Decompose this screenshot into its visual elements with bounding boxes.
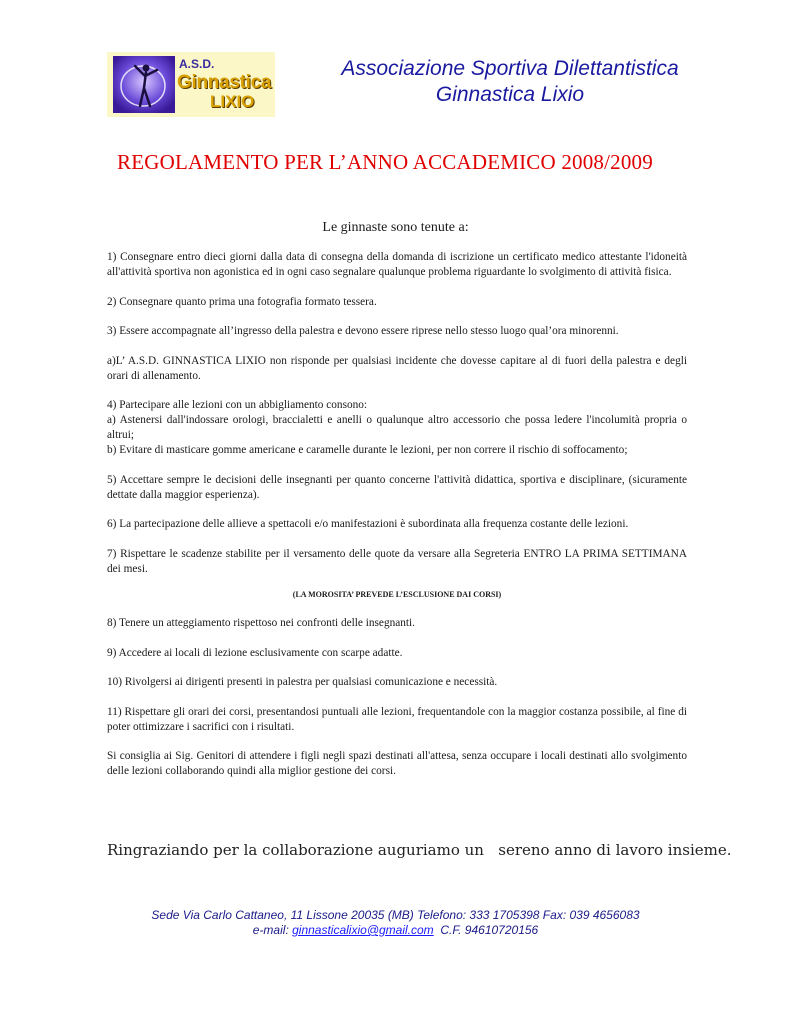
footer	[0, 908, 791, 938]
rule-2: 2) Consegnare quanto prima una fotografia formato tessera.	[107, 295, 377, 308]
rule-6: 6) La partecipazione delle allieve a spettacoli e/o manifestazioni è subordinata alla frequenza costante delle lezioni.	[107, 518, 629, 530]
footer-address: Sede Via Carlo Cattaneo, 11 Lissone 20035 (MB) Telefono: 333 1705398 Fax: 039 4656083	[151, 908, 640, 922]
logo-ginnastica-text: Ginnastica	[177, 72, 272, 93]
rule-7: 7) Rispettare le scadenze stabilite per il versamento delle quote da versare alla Segreteria ENTRO LA PRIMA SETTIMANA dei mesi.	[107, 547, 687, 575]
footer-contact	[0, 923, 791, 938]
rule-8: 8) Tenere un atteggiamento rispettoso nei confronti delle insegnanti.	[107, 617, 416, 629]
parents-advice: Si consiglia ai Sig. Genitori di attendere i figli negli spazi destinati all'attesa, senza occupare i locali destinati allo svolgimento delle lezioni collaborando quindi alla miglior gestione dei corsi.	[107, 750, 687, 777]
rule-1: 1) Consegnare entro dieci giorni dalla data di consegna della domanda di iscrizione un certificato medico attestante l'idoneità all'attività sportiva non agonistica ed in ogni caso segnalare qualunque problema riguardante lo svolgimento di attività fisica.	[107, 251, 687, 278]
page-title: REGOLAMENTO PER L’ANNO ACCADEMICO 2008/2009	[117, 150, 653, 174]
rule-9: 9) Accedere ai locali di lezione esclusivamente con scarpe adatte.	[107, 646, 403, 659]
association-line-2: Ginnastica Lixio	[435, 83, 585, 106]
rule-11: 11) Rispettare gli orari dei corsi, presentandosi puntuali alle lezioni, frequentandole con la maggior costanza possibile, al fine di poter ottimizzare i sacrifici con i risultati.	[107, 705, 687, 733]
email-link[interactable]: ginnasticalixio@gmail.com	[292, 923, 434, 937]
morosita-note: (LA MOROSITA’ PREVEDE L’ESCLUSIONE DAI CORSI)	[292, 590, 502, 599]
page-subtitle: Le ginnaste sono tenute a:	[322, 220, 469, 235]
email-prefix: e-mail:	[252, 923, 293, 937]
rule-10: 10) Rivolgersi ai dirigenti presenti in palestra per qualsiasi comunicazione e necessità.	[107, 676, 498, 688]
association-logo	[107, 52, 275, 117]
closing-message: Ringraziando per la collaborazione auguriamo un sereno anno di lavoro insieme.	[107, 841, 732, 859]
rule-3: 3) Essere accompagnate all’ingresso della palestra e devono essere riprese nello stesso luogo qual’ora minorenni.	[107, 325, 619, 337]
logo-asd-text: A.S.D.	[179, 57, 215, 71]
association-line-1: Associazione Sportiva Dilettantistica	[341, 57, 679, 80]
rules-body	[107, 250, 687, 794]
tax-code: C.F. 94610720156	[433, 923, 539, 937]
association-name	[300, 56, 720, 108]
logo-lixio-text: LIXIO	[210, 92, 255, 111]
rule-5: 5) Accettare sempre le decisioni delle insegnanti per quanto concerne l'attività didattica, sportiva e disciplinare, (sicuramente dettate dalla maggior esperienza).	[107, 473, 687, 501]
rule-4: 4) Partecipare alle lezioni con un abbigliamento consono: a) Astenersi dall'indossare orologi, braccialetti e anelli o qualunque altro accessorio che possa ledere l'incolumità propria o altrui; b) Evitare di masticare gomme americane e caramelle durante le lezioni, per non correre il rischio di soffocamento;	[107, 399, 687, 456]
gymnast-logo-icon	[113, 56, 175, 113]
rule-3a: a)L’ A.S.D. GINNASTICA LIXIO non risponde per qualsiasi incidente che dovesse capitare al di fuori della palestra e degli orari di allenamento.	[107, 354, 687, 382]
